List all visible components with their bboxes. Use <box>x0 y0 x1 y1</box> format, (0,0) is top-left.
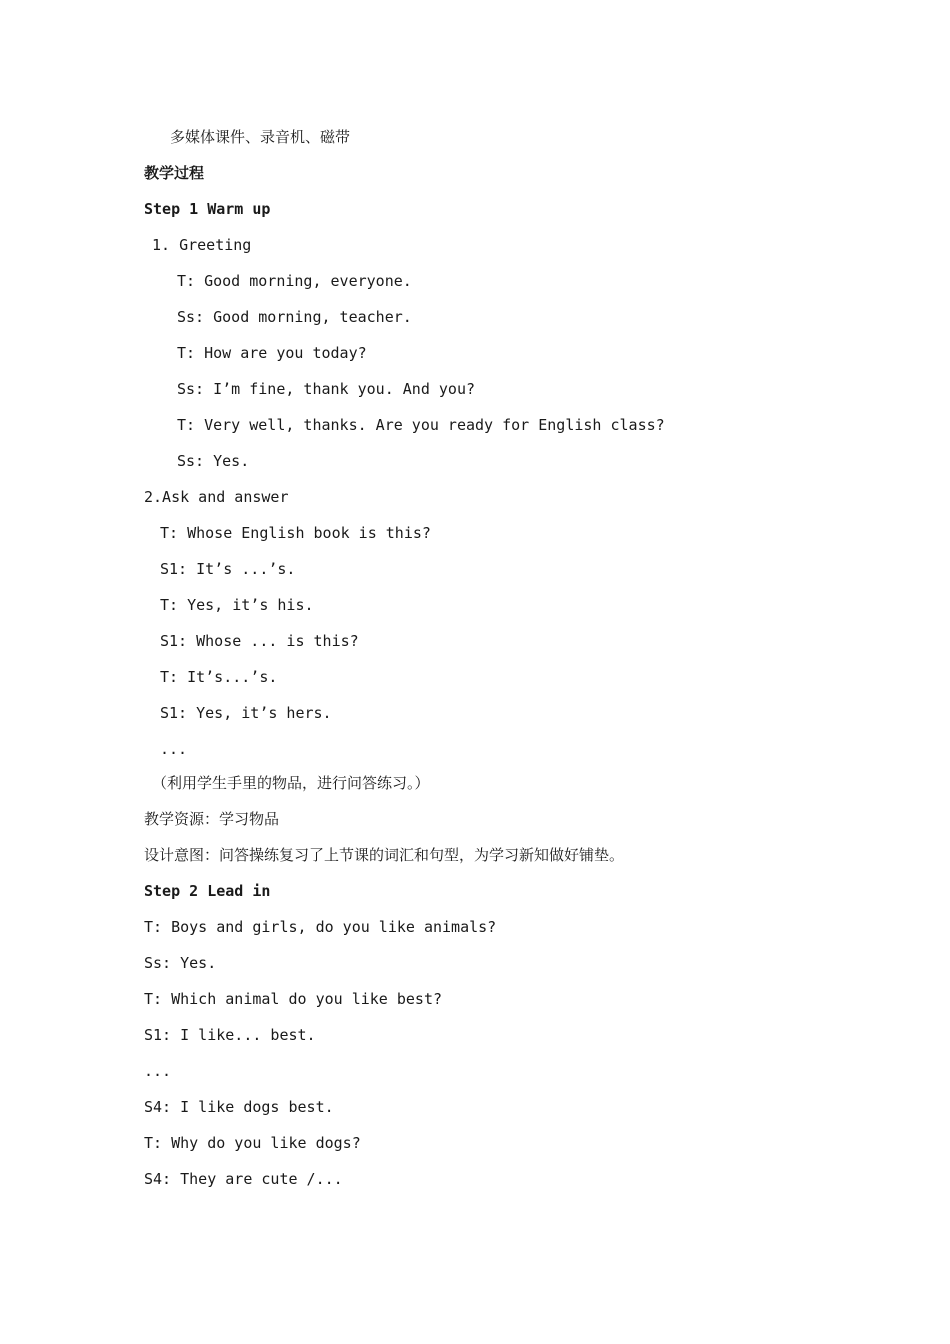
dialogue-line: S1: Yes, it’s hers. <box>160 704 332 722</box>
dialogue-line: S4: I like dogs best. <box>144 1098 334 1116</box>
dialogue-line: T: Good morning, everyone. <box>177 272 412 290</box>
dialogue-line: S1: Whose ... is this? <box>160 632 359 650</box>
dialogue-line: S4: They are cute /... <box>144 1170 343 1188</box>
dialogue-line: Ss: Yes. <box>144 954 217 972</box>
dialogue-line: T: Very well, thanks. Are you ready for English class? <box>177 416 665 434</box>
dialogue-line: Ss: I’m fine, thank you. And you? <box>177 380 476 398</box>
dialogue-line: S1: It’s ...’s. <box>160 560 296 578</box>
dialogue-line: T: How are you today? <box>177 344 367 362</box>
dialogue-line: T: Boys and girls, do you like animals? <box>144 918 497 936</box>
dialogue-line: T: Why do you like dogs? <box>144 1134 361 1152</box>
dialogue-line: Ss: Yes. <box>177 452 250 470</box>
teaching-resources-line: 教学资源：学习物品 <box>144 810 280 828</box>
ellipsis-line: ... <box>144 1062 172 1080</box>
dialogue-line: T: It’s...’s. <box>160 668 278 686</box>
subheading-greeting: 1. Greeting <box>152 236 252 254</box>
step-2-heading: Step 2 Lead in <box>144 882 271 900</box>
dialogue-line: T: Yes, it’s his. <box>160 596 314 614</box>
dialogue-line: S1: I like... best. <box>144 1026 316 1044</box>
subheading-ask-and-answer: 2.Ask and answer <box>144 488 289 506</box>
dialogue-line: Ss: Good morning, teacher. <box>177 308 412 326</box>
dialogue-line: T: Which animal do you like best? <box>144 990 443 1008</box>
design-intent-line: 设计意图：问答操练复习了上节课的词汇和句型，为学习新知做好铺垫。 <box>144 846 625 864</box>
ellipsis-line: ... <box>160 740 188 758</box>
section-heading-teaching-process: 教学过程 <box>144 164 205 182</box>
note-line: （利用学生手里的物品，进行问答练习。） <box>152 774 430 792</box>
dialogue-line: T: Whose English book is this? <box>160 524 431 542</box>
step-1-heading: Step 1 Warm up <box>144 200 271 218</box>
materials-line: 多媒体课件、录音机、磁带 <box>170 128 351 146</box>
